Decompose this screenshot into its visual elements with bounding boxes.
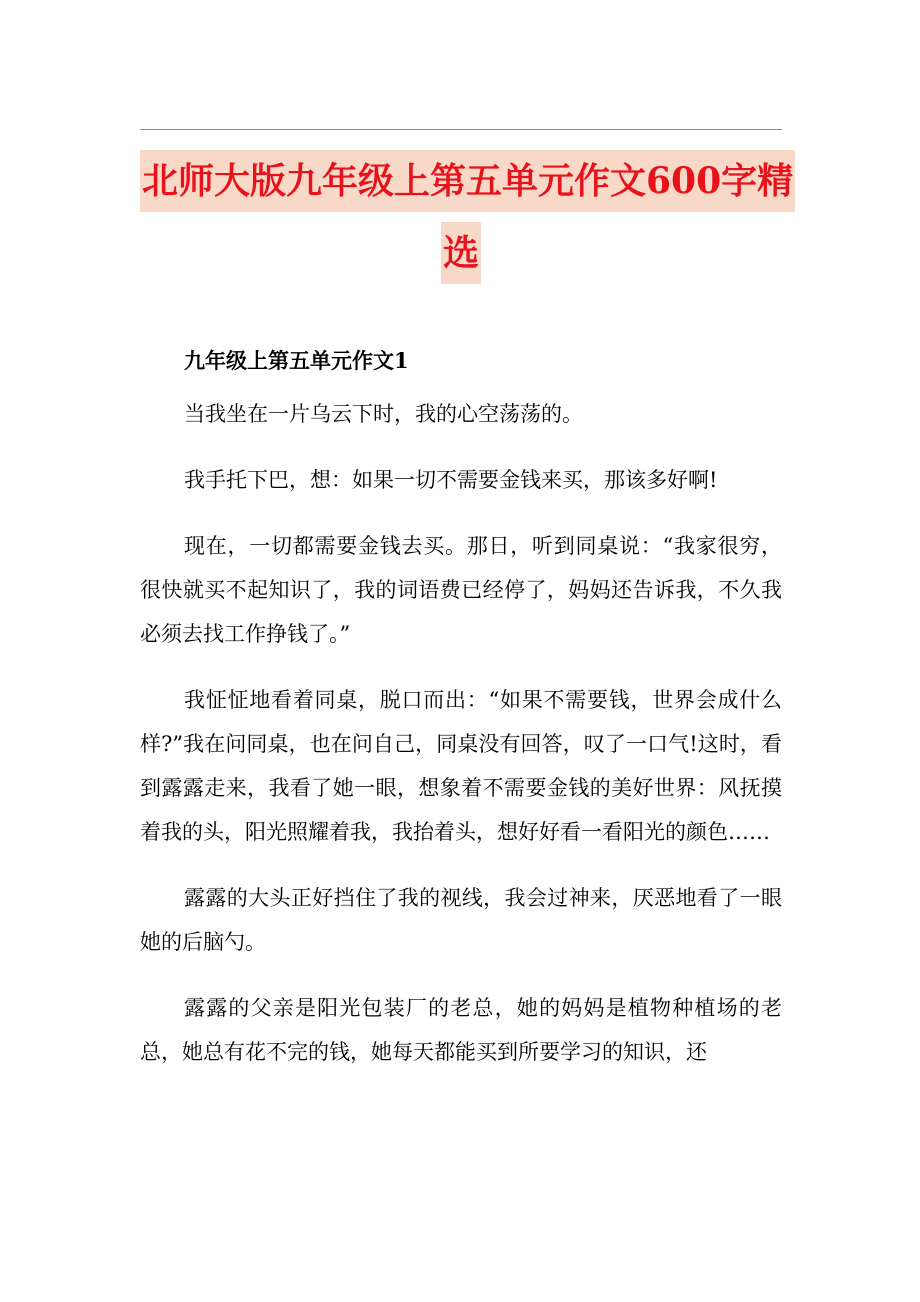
paragraph-5: 露露的大头正好挡住了我的视线，我会过神来，厌恶地看了一眼她的后脑勺。 <box>140 886 782 954</box>
title-line-2: 选 <box>441 222 481 284</box>
header-rule <box>140 129 782 130</box>
title-line-1: 北师大版九年级上第五单元作文600字精 <box>140 150 795 212</box>
section-heading: 九年级上第五单元作文1 <box>184 348 409 373</box>
paragraph-3: 现在，一切都需要金钱去买。那日，听到同桌说：“我家很穷，很快就买不起知识了，我的词语费已经停了，妈妈还告诉我，不久我必须去找工作挣钱了。” <box>140 534 782 646</box>
paragraph-4: 我怔怔地看着同桌，脱口而出：“如果不需要钱，世界会成什么样?”我在问同桌，也在问自己，同桌没有回答，叹了一口气!这时，看到露露走来，我看了她一眼，想象着不需要金钱的美好世界：风抚摸着我的头，阳光照耀着我，我抬着头，想好好看一看阳光的颜色…… <box>140 688 782 844</box>
paragraph-1: 当我坐在一片乌云下时，我的心空荡荡的。 <box>184 402 583 426</box>
paragraph-2: 我手托下巴，想：如果一切不需要金钱来买，那该多好啊! <box>184 468 718 492</box>
document-body <box>140 332 782 1096</box>
document-title <box>140 150 794 284</box>
paragraph-6: 露露的父亲是阳光包装厂的老总，她的妈妈是植物种植场的老总，她总有花不完的钱，她每天都能买到所要学习的知识，还 <box>140 996 782 1064</box>
